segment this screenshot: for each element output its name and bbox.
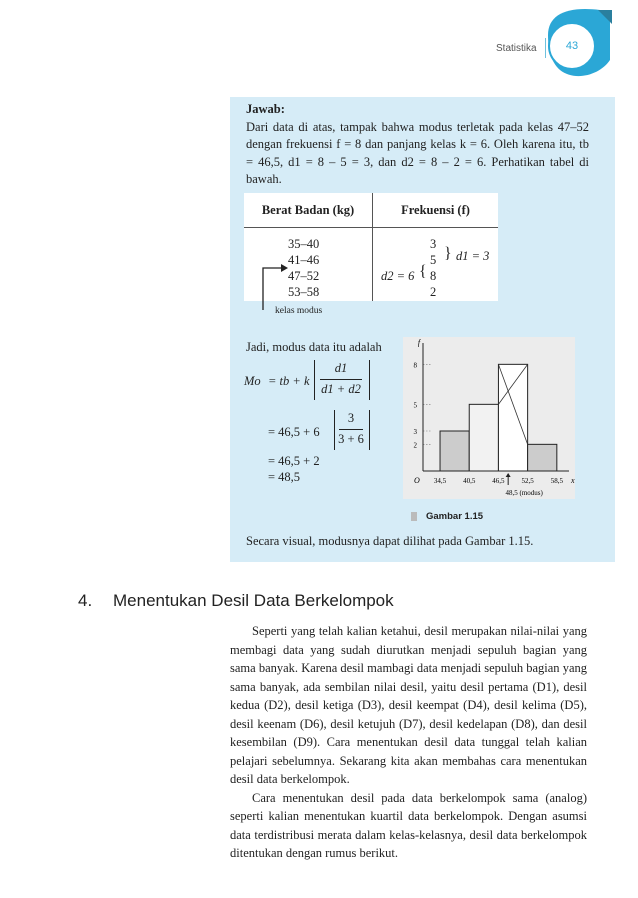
formula-frac1-num: d1 [334, 361, 348, 375]
brace-d1: } [444, 245, 452, 262]
table-row: 8 [430, 269, 437, 283]
table-row: 35–40 [288, 237, 320, 251]
formula-frac2-bar [339, 429, 363, 430]
running-header-title: Statistika [496, 43, 537, 54]
answer-intro-text: Dari data di atas, tampak bahwa modus terletak pada kelas 47–52 dengan frekuensi f = 8 dan panjang kelas k = 6. Oleh karena itu, tb = 46,5, d1 = 8 – 5 = 3, dan d2 = 8 – 2 = 6. Perhatikan tabel di bawah. [246, 119, 589, 186]
page-corner-decoration [0, 0, 638, 100]
section-paragraph-2: Cara menentukan desil pada data berkelompok sama (analog) seperti kalian menentukan kuartil data berkelompok. Dengan asumsi data terdistribusi merata dalam kelas-kelasnya, desil data berkelompok ditentukan dengan rumus berikut. [230, 790, 587, 860]
histogram-bar [469, 404, 498, 471]
brace-d2: { [419, 263, 427, 280]
figure-caption: Gambar 1.15 [426, 511, 484, 522]
formula-line2: = 46,5 + 6 [268, 425, 320, 439]
histogram-bar [440, 431, 469, 471]
formula-line3: = 46,5 + 2 [268, 454, 320, 468]
mode-arrow-head [506, 473, 511, 477]
x-tick-label: 40,5 [463, 477, 476, 485]
formula-frac1-den: d1 + d2 [321, 382, 361, 396]
origin-label: O [414, 476, 420, 485]
x-tick-label: 34,5 [433, 477, 447, 485]
section-body [230, 622, 587, 863]
table-row: 41–46 [288, 253, 320, 267]
table-row: 53–58 [288, 285, 320, 299]
histogram-bar [498, 364, 527, 471]
page-number: 43 [565, 40, 579, 52]
section-number: 4. [78, 591, 93, 610]
modal-class-note: kelas modus [275, 306, 323, 316]
x-tick-label: 58,5 [550, 477, 563, 485]
y-tick-label: 3 [413, 428, 417, 436]
formula-frac1-bar [320, 379, 362, 380]
table-row: 47–52 [288, 269, 320, 283]
histogram-chart [403, 337, 575, 499]
formula-frac2-num: 3 [347, 411, 355, 425]
section-title: Menentukan Desil Data Berkelompok [113, 591, 394, 610]
conclusion-sentence: Secara visual, modusnya dapat dilihat pada Gambar 1.15. [246, 534, 534, 548]
y-tick-label: 8 [413, 361, 417, 370]
answer-heading: Jawab: [246, 102, 285, 116]
mode-annotation: 48,5 (modus) [505, 489, 543, 497]
d1-label: d1 = 3 [456, 249, 490, 263]
header-divider [545, 38, 546, 58]
x-tick-label: 52,5 [521, 477, 534, 485]
histogram-bar [528, 444, 557, 471]
formula-frac2-den: 3 + 6 [338, 432, 364, 446]
y-tick-label: 5 [413, 401, 417, 410]
formula-line1: = tb + k [268, 374, 310, 388]
formula-line4: = 48,5 [268, 470, 301, 484]
formula-lhs: Mo [244, 374, 261, 388]
table-row: 2 [430, 285, 437, 299]
caption-marker [411, 512, 417, 521]
answer-intro-block [246, 101, 589, 189]
section-paragraph-1: Seperti yang telah kalian ketahui, desil merupakan nilai-nilai yang membagi data yang sudah diurutkan menjadi sepuluh bagian yang sama banyak. Karena desil mambagi data menjadi sepuluh bagian yang sama banyak, ada sembilan nilai desil, yaitu desil pertama (D1), desil kedua (D2), desil ketiga (D3), desil keempat (D4), desil kelima (D5), desil keenam (D6), desil ketujuh (D7), desil kedelapan (D8), dan desil kesembilan (D9). Cara menentukan desil data tunggal telah kalian pelajari sebelumnya. Sekarang kita akan membahas cara menentukan desil data berkelompok. [230, 624, 587, 786]
frequency-column [373, 228, 499, 302]
d2-label: d2 = 6 [381, 269, 415, 283]
mode-intro-text: Jadi, modus data itu adalah [246, 340, 382, 354]
table-row: 5 [430, 253, 437, 267]
table-header-weight: Berat Badan (kg) [244, 193, 373, 228]
table-header-frequency: Frekuensi (f) [373, 193, 499, 228]
y-tick-label: 2 [413, 441, 417, 450]
conclusion-text [246, 533, 591, 551]
table-row: 3 [430, 237, 437, 251]
x-axis-label: x [571, 476, 575, 485]
y-axis-label: f [417, 338, 421, 347]
x-tick-label: 46,5 [492, 477, 505, 485]
